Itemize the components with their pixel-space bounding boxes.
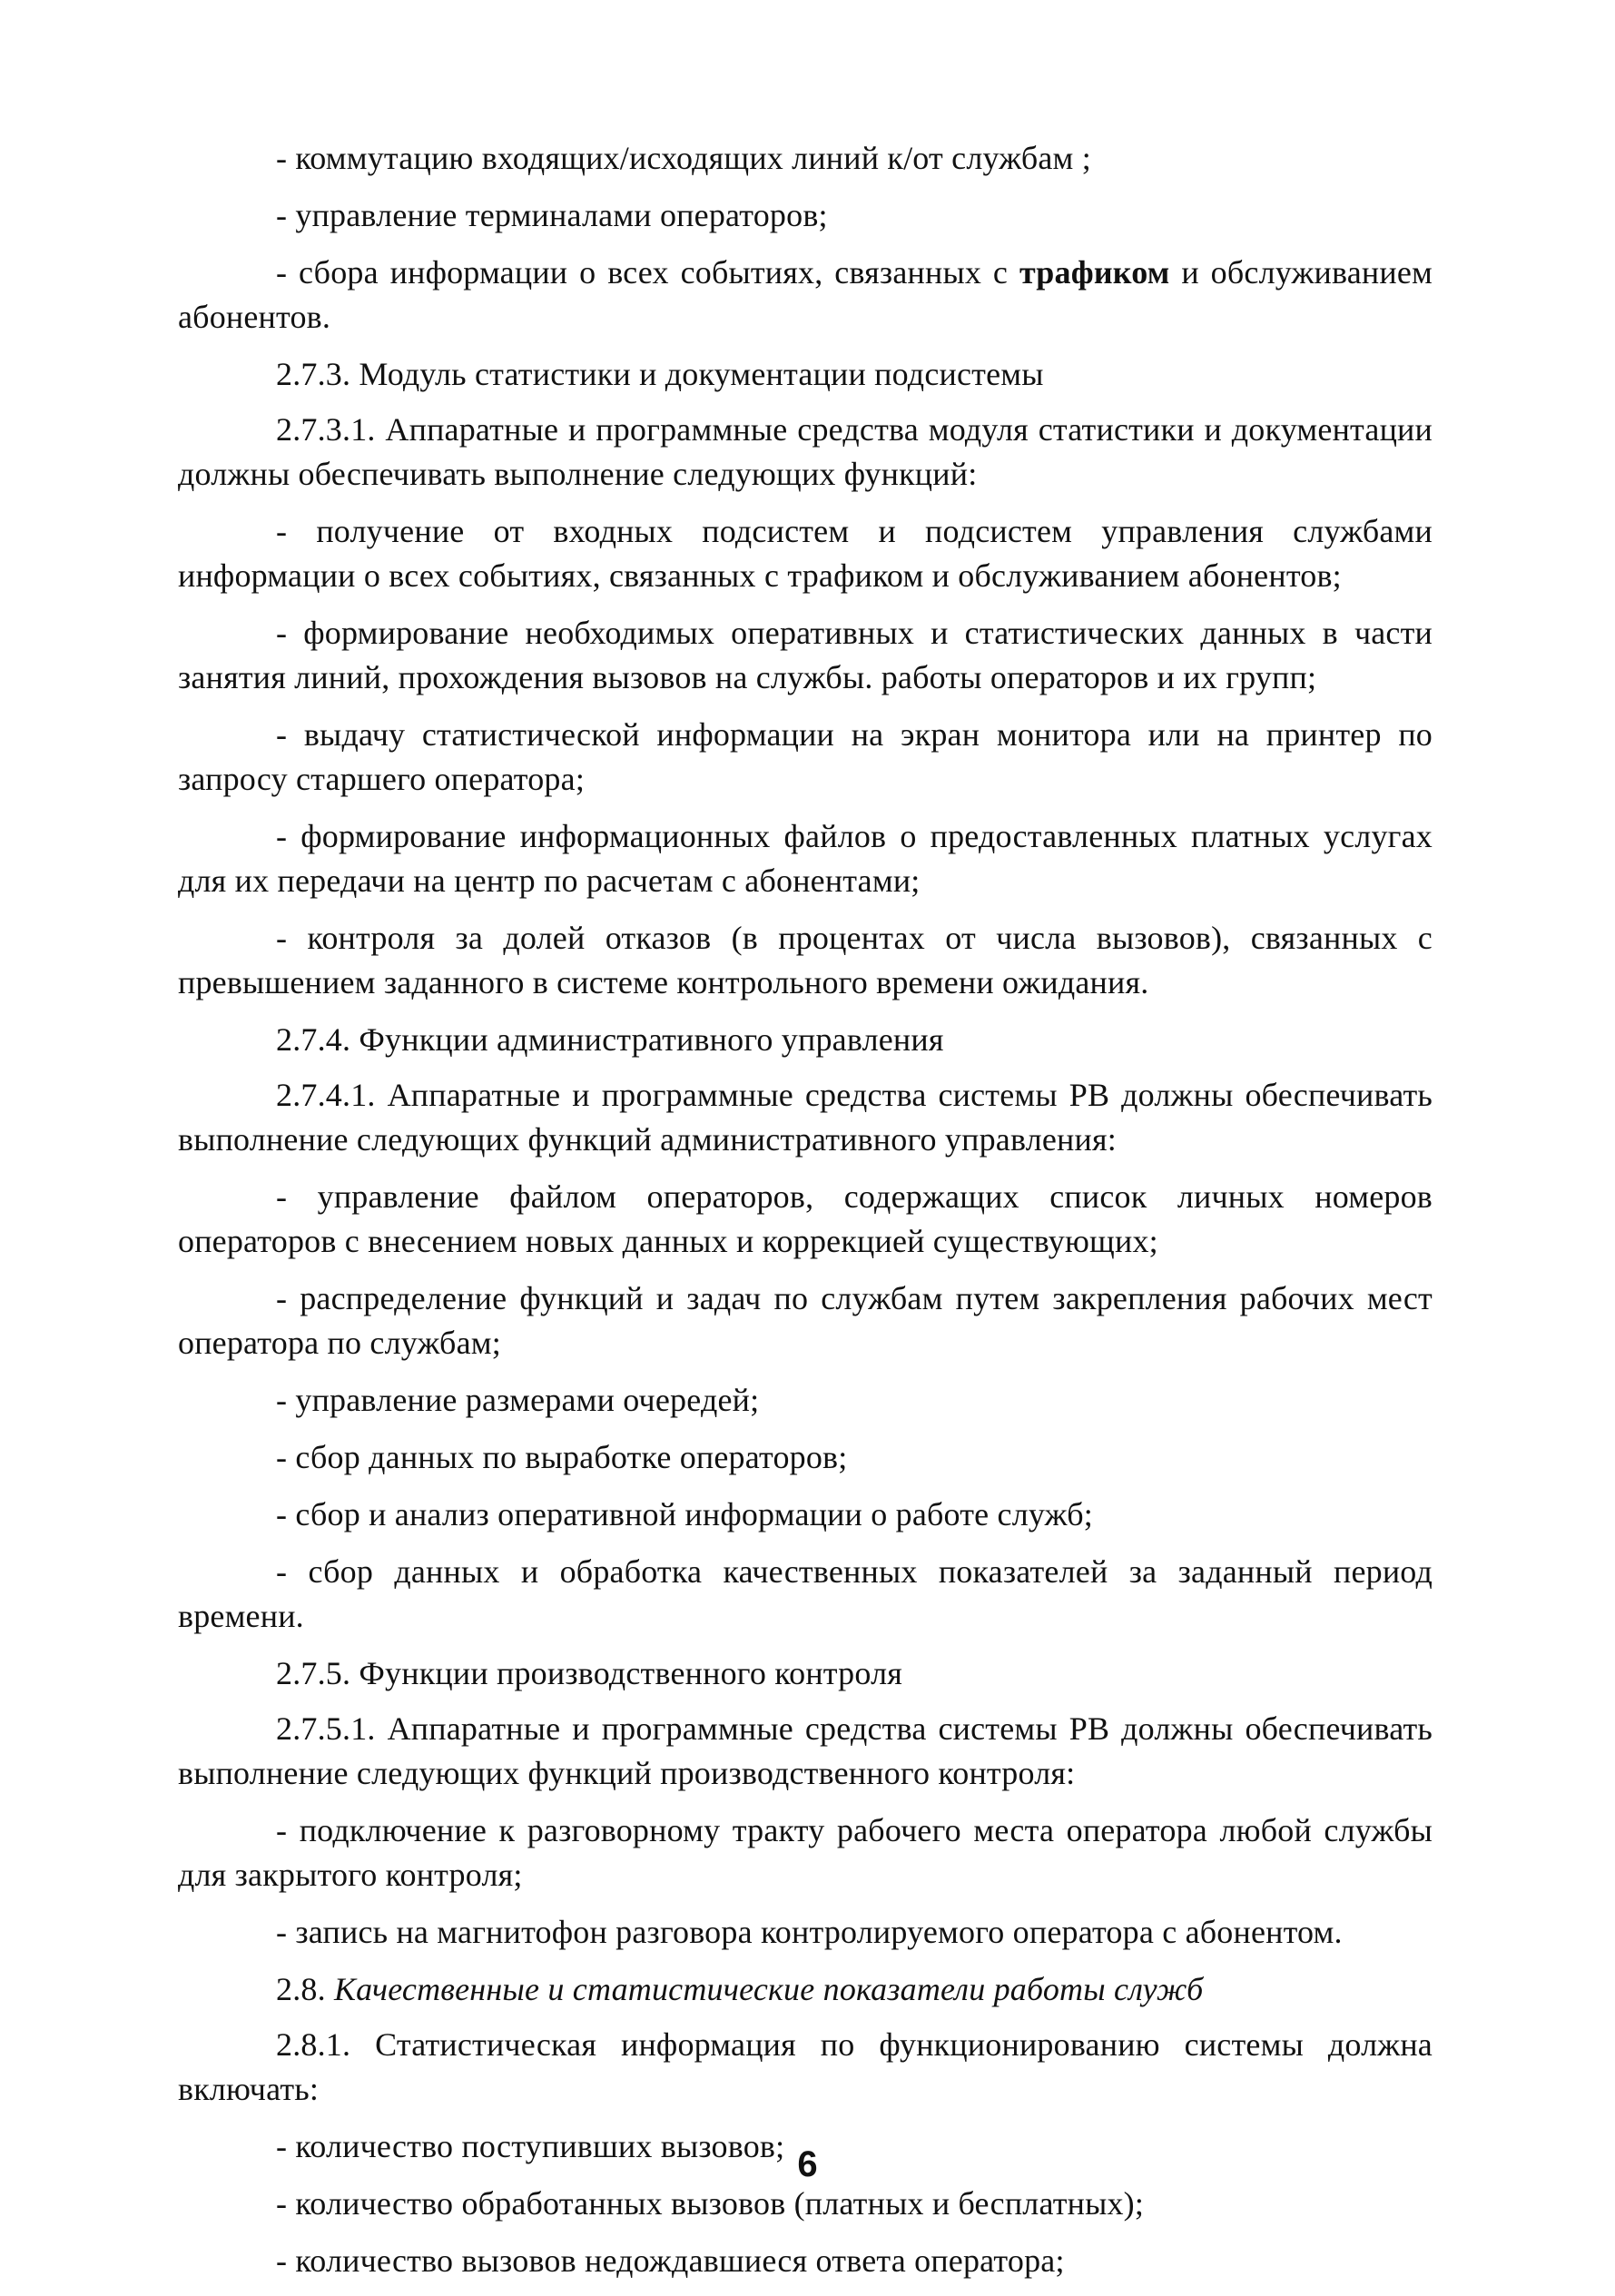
page-body (178, 136, 1433, 2296)
list-item: - управление файлом операторов, содержащих список личных номеров операторов с внесением новых данных и коррекцией существующих; (178, 1178, 1433, 1259)
list-item (178, 251, 1433, 340)
section-heading: 2.7.4. Функции административного управления (276, 1021, 944, 1058)
section-title: Качественные и статистические показатели работы служб (334, 1971, 1204, 2007)
list-item: - количество поступивших вызовов; (276, 2128, 785, 2164)
clause-paragraph: 2.7.4.1. Аппаратные и программные средства системы РВ должны обеспечивать выполнение следующих функций административного управления: (178, 1077, 1433, 1158)
emphasized-term: трафиком (1019, 254, 1170, 291)
list-item: - управление терминалами операторов; (276, 197, 828, 233)
list-item: - выдачу статистической информации на экран монитора или на принтер по запросу старшего оператора; (178, 716, 1433, 797)
list-item: - распределение функций и задач по службам путем закрепления рабочих мест оператора по службам; (178, 1280, 1433, 1361)
list-item: - подключение к разговорному тракту рабочего места оператора любой службы для закрытого контроля; (178, 1812, 1433, 1893)
clause-paragraph: 2.7.5.1. Аппаратные и программные средства системы РВ должны обеспечивать выполнение следующих функций производственного контроля: (178, 1710, 1433, 1791)
page-number: 6 (797, 2144, 818, 2184)
section-number: 2.8. (276, 1971, 334, 2007)
clause-paragraph: 2.7.3.1. Аппаратные и программные средства модуля статистики и документации должны обеспечивать выполнение следующих функций: (178, 411, 1433, 492)
section-heading: 2.7.5. Функции производственного контроля (276, 1655, 903, 1691)
clause-paragraph: 2.8.1. Статистическая информация по функционированию системы должна включать: (178, 2026, 1433, 2107)
list-item: - получение от входных подсистем и подсистем управления службами информации о всех событиях, связанных с трафиком и обслуживанием абонентов; (178, 513, 1433, 594)
section-heading: 2.7.3. Модуль статистики и документации подсистемы (276, 356, 1044, 392)
list-item: - коммутацию входящих/исходящих линий к/от службам ; (276, 140, 1091, 176)
list-item: - сбор данных по выработке операторов; (276, 1439, 848, 1475)
list-item: - контроля за долей отказов (в процентах от числа вызовов), связанных с превышением заданного в системе контрольного времени ожидания. (178, 920, 1433, 1000)
list-item: - количество обработанных вызовов (платных и бесплатных); (276, 2185, 1145, 2222)
section-heading (178, 1967, 1433, 2012)
list-item: - формирование информационных файлов о предоставленных платных услугах для их передачи на центр по расчетам с абонентами; (178, 818, 1433, 899)
list-item: - количество вызовов недождавшиеся ответа оператора; (276, 2242, 1065, 2279)
list-item: - сбор и анализ оперативной информации о работе служб; (276, 1496, 1093, 1532)
list-item: - формирование необходимых оперативных и статистических данных в части занятия линий, прохождения вызовов на службы. работы операторов и их групп; (178, 615, 1433, 695)
list-item-text: и обслуживанием абонентов. (178, 254, 1433, 335)
list-item-text: - сбора информации о всех событиях, связанных с (276, 254, 1019, 291)
list-item: - управление размерами очередей; (276, 1382, 760, 1418)
list-item: - сбор данных и обработка качественных показателей за заданный период времени. (178, 1553, 1433, 1634)
list-item: - запись на магнитофон разговора контролируемого оператора с абонентом. (276, 1914, 1343, 1950)
